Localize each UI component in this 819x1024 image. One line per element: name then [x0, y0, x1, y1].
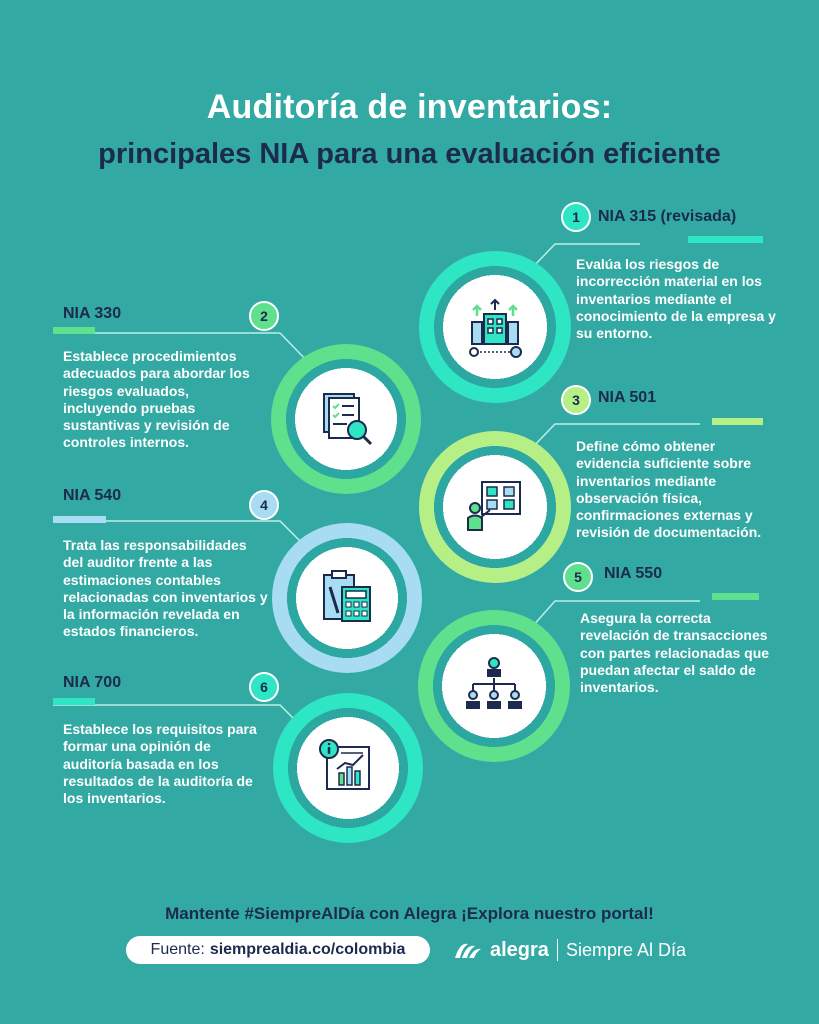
step-badge-1: 1	[561, 202, 591, 232]
nia-315-description: Evalúa los riesgos de incorrección material en los inventarios mediante el conocimiento de la empresa y su entorno.	[576, 256, 776, 342]
info-report-chart-icon	[313, 733, 383, 803]
step-badge-4: 4	[249, 490, 279, 520]
presenter-board-icon	[460, 472, 530, 542]
step-badge-5: 5	[563, 562, 593, 592]
company-buildings-icon	[460, 292, 530, 362]
nia-550-title: NIA 550	[604, 565, 663, 582]
accent-bar-nia-315	[688, 236, 763, 243]
nia-700-title: NIA 700	[63, 674, 122, 691]
brand-tagline: Siempre Al Día	[565, 939, 686, 960]
nia-315-ring	[419, 251, 571, 403]
nia-501-ring	[419, 431, 571, 583]
source-link[interactable]	[126, 936, 430, 964]
page-title: Auditoría de inventarios:	[206, 88, 613, 126]
nia-700-description: Establece los requisitos para formar una opinión de auditoría basada en los resultados de la auditoría de los inventarios.	[63, 721, 257, 807]
accent-bar-nia-700	[53, 698, 95, 705]
nia-330-description: Establece procedimientos adecuados para abordar los riesgos evaluados, incluyendo pruebas sustantivas y revisión de controles internos.	[63, 348, 250, 451]
nia-501-title: NIA 501	[598, 389, 657, 406]
nia-540-description: Trata las responsabilidades del auditor frente a las estimaciones contables relacionadas con inventarios y la información revelada en estados financieros.	[63, 537, 268, 640]
nia-501-description: Define cómo obtener evidencia suficiente sobre inventarios mediante observación física, confirmaciones externas y revisión de documentación.	[576, 438, 762, 541]
accent-bar-nia-540	[53, 516, 106, 523]
accent-bar-nia-501	[712, 418, 763, 425]
nia-315-title: NIA 315 (revisada)	[598, 208, 737, 225]
document-checklist-magnifier-icon	[311, 384, 381, 454]
step-badge-3: 3	[561, 385, 591, 415]
source-url[interactable]: siemprealdia.co/colombia	[209, 941, 406, 958]
nia-550-ring	[418, 610, 570, 762]
nia-550-description: Asegura la correcta revelación de transacciones con partes relacionadas que puedan afectar el saldo de inventarios.	[580, 610, 770, 696]
nia-330-title: NIA 330	[63, 305, 122, 322]
brand-name: alegra	[490, 938, 549, 961]
alegra-logo-icon	[452, 938, 484, 962]
accent-bar-nia-550	[712, 593, 759, 600]
source-label: Fuente:	[150, 941, 205, 958]
alegra-brand	[452, 934, 686, 966]
page-subtitle: principales NIA para una evaluación eficiente	[98, 138, 721, 170]
clipboard-calculator-icon	[312, 563, 382, 633]
nia-330-ring	[271, 344, 421, 494]
nia-540-title: NIA 540	[63, 487, 122, 504]
step-badge-2: 2	[249, 301, 279, 331]
nia-700-ring	[273, 693, 423, 843]
brand-divider	[557, 939, 558, 961]
footer-call-to-action: Mantente #SiempreAlDía con Alegra ¡Explora nuestro portal!	[165, 904, 654, 923]
related-parties-network-icon	[459, 651, 529, 721]
step-badge-6: 6	[249, 672, 279, 702]
nia-540-ring	[272, 523, 422, 673]
accent-bar-nia-330	[53, 327, 95, 334]
